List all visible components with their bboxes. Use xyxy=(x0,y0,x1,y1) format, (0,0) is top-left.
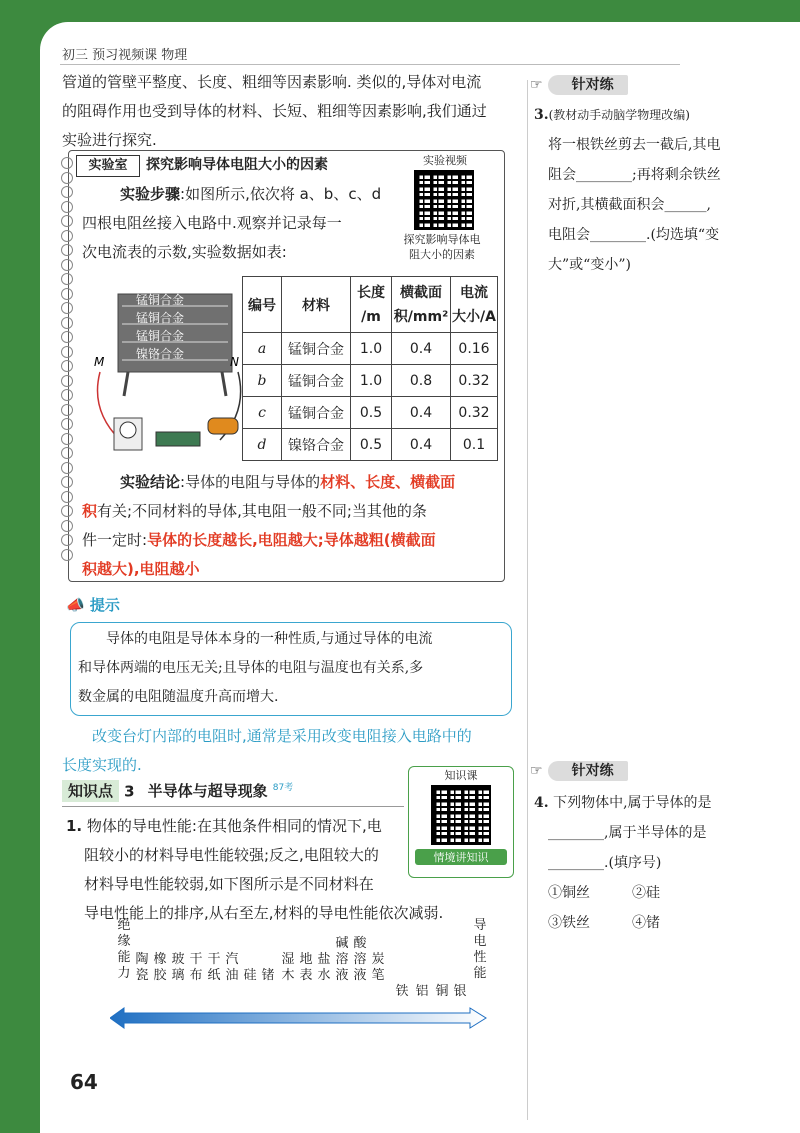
table-cell: 锰铜合金 xyxy=(282,333,351,365)
qr-caption-line: 探究影响导体电 xyxy=(403,233,481,246)
table-cell: 1.0 xyxy=(351,333,392,365)
table-cell: 锰铜合金 xyxy=(282,365,351,397)
column-divider xyxy=(527,80,528,1120)
page xyxy=(40,22,800,1133)
wire-label: 锰铜合金 xyxy=(136,329,185,343)
header-text: 横截面 xyxy=(400,284,442,301)
q3-head xyxy=(530,74,628,94)
scale-label: 玻 璃 xyxy=(171,952,185,983)
wire-label: 锰铜合金 xyxy=(136,293,185,307)
steps-line: :如图所示,依次将 a、b、c、d xyxy=(180,185,382,203)
conclusion-answer: 导体的长度越长,电阻越大;导体越粗(横截面 xyxy=(147,531,436,549)
scale-label: 导 电 性 能 xyxy=(473,918,487,981)
option: ③铁丝 xyxy=(548,915,590,931)
table-cell: 镍铬合金 xyxy=(282,429,351,461)
intro-paragraph xyxy=(62,68,487,155)
tip-header xyxy=(66,594,120,615)
terminal-n: N xyxy=(230,355,239,369)
steps-line: 四根电阻丝接入电路中.观察并记录每一 xyxy=(82,214,342,232)
table-header xyxy=(451,277,498,333)
notebook-spiral xyxy=(61,157,75,563)
scale-label: 汽 油 xyxy=(225,952,239,983)
qr-bottom-label: 情境讲知识 xyxy=(415,849,507,865)
header-text: 材料 xyxy=(302,297,330,314)
table-cell: b xyxy=(243,365,282,397)
pointing-hand-icon: ☞ xyxy=(530,763,543,779)
switch-icon xyxy=(156,432,200,446)
practice-label: 针对练 xyxy=(548,761,628,781)
conclusion-label: 实验结论 xyxy=(120,473,181,491)
page-number: 64 xyxy=(70,1070,98,1094)
table-cell: 0.32 xyxy=(451,365,498,397)
qr-caption-line: 阻大小的因素 xyxy=(409,248,475,261)
steps-line: 次电流表的示数,实验数据如表: xyxy=(82,243,287,261)
scale-label: 银 xyxy=(453,984,467,999)
section-tag: 知识点 xyxy=(62,780,119,802)
table-row xyxy=(243,333,498,365)
table-cell: c xyxy=(243,397,282,429)
qr-caption xyxy=(392,232,492,262)
battery-icon xyxy=(208,418,238,434)
steps-label: 实验步骤 xyxy=(120,185,181,203)
scale-label: 锗 xyxy=(261,968,275,983)
table-cell: 1.0 xyxy=(351,365,392,397)
conductivity-arrow xyxy=(110,1007,490,1029)
question-line: 将一根铁丝剪去一截后,其电 xyxy=(548,137,721,153)
practice-label: 针对练 xyxy=(548,75,628,95)
note-line: 长度实现的. xyxy=(62,756,142,774)
qr-code-icon[interactable] xyxy=(414,170,474,230)
scale-label: 盐 水 xyxy=(317,952,331,983)
table-cell: 0.4 xyxy=(392,397,451,429)
qr-label: 实验视频 xyxy=(423,154,467,167)
option: ②硅 xyxy=(632,885,660,901)
section-number: 3 xyxy=(124,782,135,801)
header-text: 长度 xyxy=(357,284,385,301)
table-cell: d xyxy=(243,429,282,461)
question-number: 3. xyxy=(534,107,549,123)
table-cell: 0.8 xyxy=(392,365,451,397)
question-source: (教材动手动脑学物理改编) xyxy=(548,108,690,122)
q3-body xyxy=(534,100,774,280)
question-line: ________.(填序号) xyxy=(548,855,662,871)
scale-label: 铁 xyxy=(395,984,409,999)
scale-label: 碱 溶 液 xyxy=(335,936,349,983)
tip-text xyxy=(78,625,508,712)
table-header-row xyxy=(243,277,498,333)
item-number: 1. xyxy=(66,817,83,835)
table-row xyxy=(243,365,498,397)
conclusion-text: :导体的电阻与导体的 xyxy=(180,473,321,491)
pointing-hand-icon: ☞ xyxy=(530,77,543,93)
scale-label: 绝 缘 能 力 xyxy=(117,918,131,981)
megaphone-icon: 📣 xyxy=(66,596,85,614)
intro-line: 的阻碍作用也受到导体的材料、长短、粗细等因素影响,我们通过 xyxy=(62,102,487,120)
table-cell: 0.5 xyxy=(351,429,392,461)
q4-head xyxy=(530,760,628,780)
question-line: 下列物体中,属于导体的是 xyxy=(553,795,712,811)
conclusion-text: 件一定时: xyxy=(82,531,148,549)
scale-label: 陶 瓷 xyxy=(135,952,149,983)
tip-line: 导体的电阻是导体本身的一种性质,与通过导体的电流 xyxy=(106,631,433,647)
scale-label: 硅 xyxy=(243,968,257,983)
table-header xyxy=(243,277,282,333)
item-line: 材料导电性能较弱,如下图所示是不同材料在 xyxy=(84,875,374,893)
tip-label: 提示 xyxy=(89,596,120,614)
table-header xyxy=(351,277,392,333)
header-text: 大小/A xyxy=(452,308,496,325)
table-cell: 0.32 xyxy=(451,397,498,429)
section3-item xyxy=(66,812,506,928)
scale-label: 橡 胶 xyxy=(153,952,167,983)
scale-label: 酸 溶 液 xyxy=(353,936,367,983)
question-line: 大”或“变小”) xyxy=(548,257,631,273)
tip-line: 数金属的电阻随温度升高而增大. xyxy=(78,689,279,705)
circuit-diagram xyxy=(80,280,242,470)
scale-label: 干 纸 xyxy=(207,952,221,983)
table-cell: 0.4 xyxy=(392,333,451,365)
table-cell: 0.5 xyxy=(351,397,392,429)
intro-line: 实验进行探究. xyxy=(62,131,157,149)
scale-label: 铜 xyxy=(435,984,449,999)
lab-conclusion xyxy=(82,468,502,584)
exam-mark: 87考 xyxy=(272,783,294,793)
question-number: 4. xyxy=(534,795,549,811)
conclusion-answer: 积越大),电阻越小 xyxy=(82,560,200,578)
scale-label: 干 布 xyxy=(189,952,203,983)
item-line: 导电性能上的排序,从右至左,材料的导电性能依次减弱. xyxy=(84,904,444,922)
header-text: /m xyxy=(361,308,381,325)
table-header xyxy=(392,277,451,333)
scale-label: 铝 xyxy=(415,984,429,999)
option: ①铜丝 xyxy=(548,885,590,901)
conclusion-answer: 材料、长度、横截面 xyxy=(320,473,456,491)
lab-title: 探究影响导体电阻大小的因素 xyxy=(146,157,328,173)
table-header xyxy=(282,277,351,333)
section-title: 半导体与超导现象 xyxy=(147,782,268,801)
scale-label: 地 表 xyxy=(299,952,313,983)
conductivity-scale xyxy=(100,918,500,1008)
intro-line: 管道的管壁平整度、长度、粗细等因素影响. 类似的,导体对电流 xyxy=(62,73,482,91)
qr-top-label: 知识课 xyxy=(444,769,478,782)
section3-heading xyxy=(62,780,404,807)
table-row xyxy=(243,429,498,461)
terminal-m: M xyxy=(94,355,105,369)
lab-tag: 实验室 xyxy=(76,155,140,177)
header-text: 编号 xyxy=(248,297,276,314)
table-cell: a xyxy=(243,333,282,365)
option: ④锗 xyxy=(632,915,660,931)
data-table xyxy=(242,276,498,461)
q4-body xyxy=(534,788,774,938)
question-line: 电阻会________.(均选填“变 xyxy=(548,227,720,243)
question-line: 阻会________;再将剩余铁丝 xyxy=(548,167,721,183)
header-text: 积/mm² xyxy=(393,308,449,325)
conclusion-answer: 积 xyxy=(82,502,98,520)
lab-steps xyxy=(82,180,402,267)
note-line: 改变台灯内部的电阻时,通常是采用改变电阻接入电路中的 xyxy=(92,727,472,745)
header-divider xyxy=(60,64,680,65)
table-row xyxy=(243,397,498,429)
table-cell: 锰铜合金 xyxy=(282,397,351,429)
conclusion-text: 有关;不同材料的导体,其电阻一般不同;当其他的条 xyxy=(97,502,427,520)
scale-label: 炭 笔 xyxy=(371,952,385,983)
wire-label: 锰铜合金 xyxy=(136,311,185,325)
scale-label: 湿 木 xyxy=(281,952,295,983)
table-cell: 0.16 xyxy=(451,333,498,365)
table-cell: 0.1 xyxy=(451,429,498,461)
table-cell: 0.4 xyxy=(392,429,451,461)
question-line: ________,属于半导体的是 xyxy=(548,825,707,841)
page-header: 初三 预习视频课 物理 xyxy=(62,48,188,63)
wire-label: 镍铬合金 xyxy=(136,347,185,361)
tip-line: 和导体两端的电压无关;且导体的电阻与温度也有关系,多 xyxy=(78,660,424,676)
header-text: 电流 xyxy=(460,284,488,301)
question-line: 对折,其横截面积会______, xyxy=(548,197,711,213)
item-line: 阻较小的材料导电性能较强;反之,电阻较大的 xyxy=(84,846,379,864)
item-line: 物体的导电性能:在其他条件相同的情况下,电 xyxy=(86,817,382,835)
